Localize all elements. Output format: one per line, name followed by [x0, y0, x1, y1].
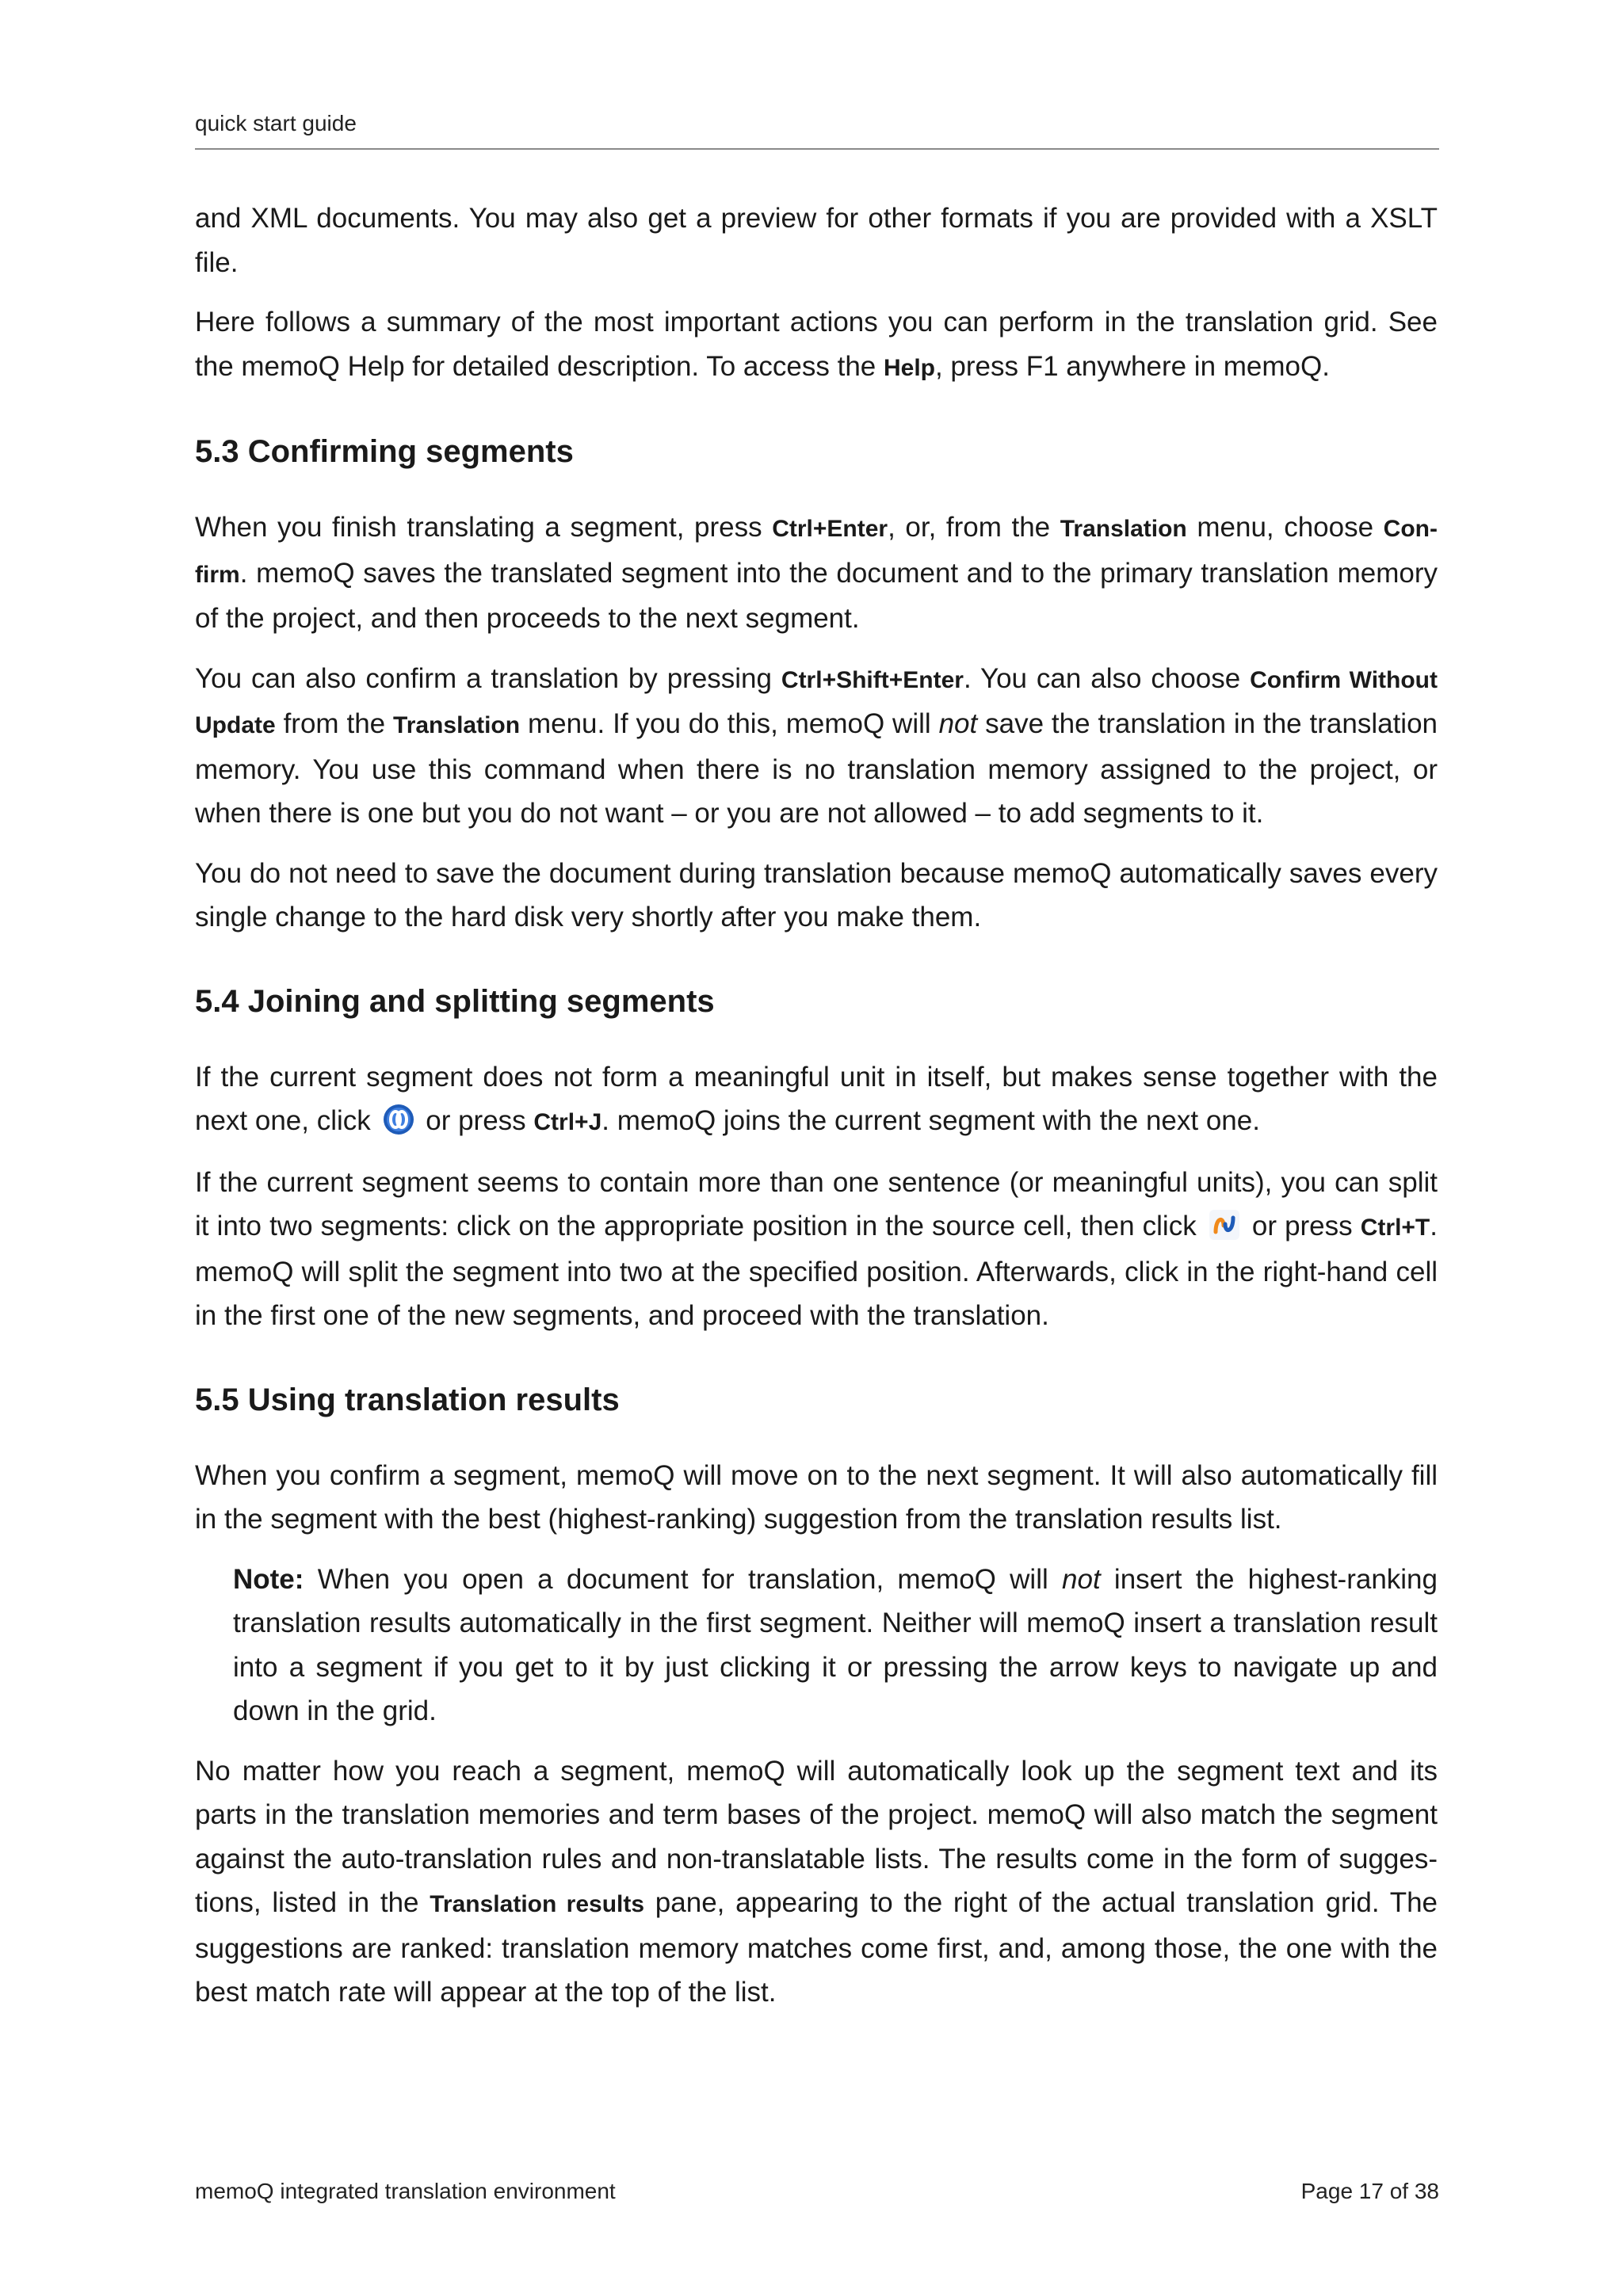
translation-results-pane-label: Translation results: [430, 1891, 645, 1917]
section-5-4-paragraph-2: If the current segment seems to contain more than one sentence (or meaningful units), you can split it into two segments: click on the appropriate position in the source cell, then click or press Ctrl+T. memoQ will split the segment into two at the specified position. Afterwards, click in the right-hand cell in the first one of the new segments, and proceed with the translation.: [195, 1166, 1438, 1331]
confirm-command-label: Confirm: [195, 516, 1438, 588]
note-label: Note:: [233, 1563, 304, 1595]
help-ui-label: Help: [883, 354, 935, 381]
section-5-3-paragraph-1: When you finish translating a segment, press Ctrl+Enter, or, from the Translation menu, choose Confirm. memoQ saves the translated segment into the document and to the primary translation memory of the project, and then proceeds to the next segment.: [195, 512, 1438, 634]
join-segments-icon: [382, 1103, 415, 1136]
section-heading-5-4: 5.4 Joining and splitting segments: [195, 983, 715, 1019]
shortcut-ctrl-t: Ctrl+T: [1360, 1215, 1430, 1241]
shortcut-ctrl-j: Ctrl+J: [533, 1109, 602, 1135]
running-footer-title: memoQ integrated translation environment: [195, 2179, 616, 2203]
section-5-5-paragraph-2: No matter how you reach a segment, memoQ will automatically look up the segment text and its parts in the translation memories and term bases of the project. memoQ will also match the segment against the auto-translation rules and non-translatable lists. The results come in the form of suggestions, listed in the Translation results pane, appearing to the right of the actual translation grid. The suggestions are ranked: translation memory matches come first, and, among those, the one with the best match rate will appear at the top of the list.: [195, 1755, 1438, 2008]
translation-menu-label: Translation: [1060, 516, 1187, 542]
intro-paragraph-1: and XML documents. You may also get a preview for other formats if you are provided with a XSLT file.: [195, 203, 1438, 278]
intro-paragraph-2: Here follows a summary of the most important actions you can perform in the translation grid. See the memoQ Help for detailed description. To access the Help, press F1 anywhere in memoQ.: [195, 307, 1438, 382]
running-header: quick start guide: [195, 111, 357, 135]
translation-menu-label: Translation: [393, 712, 521, 738]
note-paragraph: Note: When you open a document for translation, memoQ will not insert the highest-ranking translation results automatically in the first segment. Neither will memoQ insert a translation result into a segment if you get to it by just clicking it or pressing the arrow keys to navigate up and down in the grid.: [233, 1563, 1438, 1726]
confirm-without-update-label: Confirm Without Update: [195, 666, 1438, 738]
section-5-3-paragraph-3: You do not need to save the document during translation because memoQ automatically saves every single change to the hard disk very shortly after you make them.: [195, 857, 1438, 933]
section-heading-5-5: 5.5 Using translation results: [195, 1382, 620, 1417]
section-5-4-paragraph-1: If the current segment does not form a meaningful unit in itself, but makes sense together with the next one, click or press Ctrl+J. memoQ joins the current segment with the next one.: [195, 1061, 1438, 1136]
header-divider: [195, 148, 1439, 150]
shortcut-ctrl-shift-enter: Ctrl+Shift+Enter: [781, 666, 964, 693]
section-5-5-paragraph-1: When you confirm a segment, memoQ will move on to the next segment. It will also automatically fill in the segment with the best (highest-ranking) suggestion from the translation results list.: [195, 1459, 1438, 1535]
page-content: [195, 196, 1438, 2031]
section-5-3-paragraph-2: You can also confirm a translation by pressing Ctrl+Shift+Enter. You can also choose Confirm Without Update from the Translation menu. If you do this, memoQ will not save the translation in the translation memory. You use this command when there is no translation memory assigned to the project, or when there is one but you do not want – or you are not allowed – to add segments to it.: [195, 662, 1438, 829]
page-number: Page 17 of 38: [1300, 2179, 1439, 2203]
split-segment-icon: [1208, 1208, 1241, 1241]
section-heading-5-3: 5.3 Confirming segments: [195, 434, 574, 469]
shortcut-ctrl-enter: Ctrl+Enter: [772, 516, 888, 542]
